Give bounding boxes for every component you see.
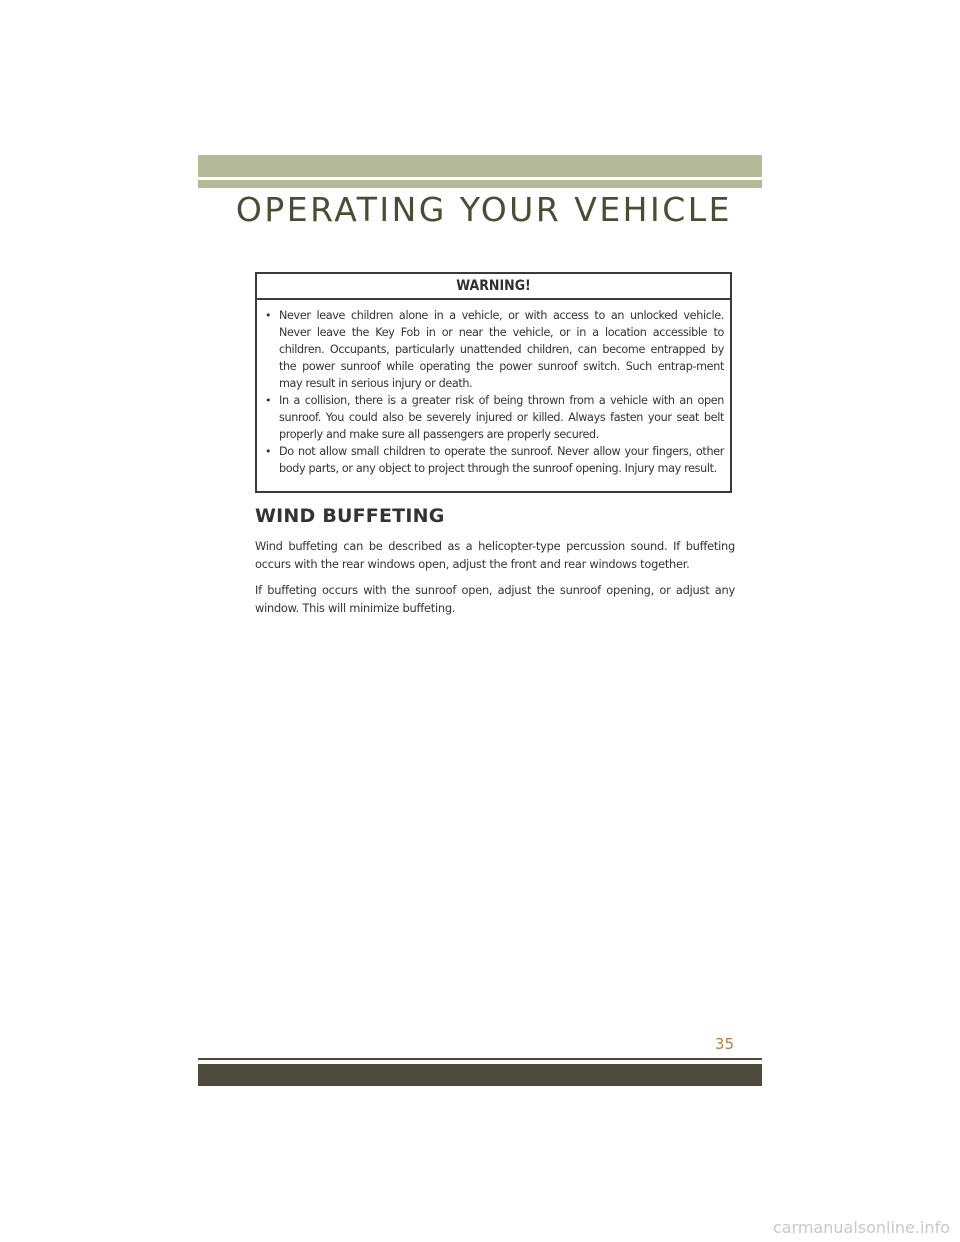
warning-item-text: Do not allow small children to operate the sunroof. Never allow your fingers, other body parts, or any object to project through the sunroof opening. Injury may result.: [279, 445, 724, 475]
section-title: OPERATING YOUR VEHICLE: [235, 190, 732, 229]
warning-item: [265, 392, 724, 443]
section-heading: WIND BUFFETING: [255, 505, 445, 527]
warning-item: [265, 307, 724, 392]
warning-item-text: In a collision, there is a greater risk of being thrown from a vehicle with an open sunroof. You could also be severely injured or killed. Always fasten your seat belt properly and make sure all passengers are properly secured.: [279, 394, 724, 441]
warning-list: [257, 300, 730, 477]
watermark: carmanualsonline.info: [772, 1218, 950, 1237]
page-number: 35: [714, 1035, 734, 1053]
header-rule: [198, 180, 762, 188]
body-paragraph: If buffeting occurs with the sunroof open, adjust the sunroof opening, or adjust any window. This will minimize buffeting.: [255, 583, 735, 615]
body-paragraph: Wind buffeting can be described as a helicopter-type percussion sound. If buffeting occurs with the rear windows open, adjust the front and rear windows together.: [255, 539, 735, 571]
bullet-icon: •: [265, 394, 272, 407]
warning-item-text: Never leave children alone in a vehicle, or with access to an unlocked vehicle. Never leave the Key Fob in or near the vehicle, or in a location accessible to children. Occupants, particularly unattended children, can become entrapped by the power sunroof while operating the power sunroof switch. Such entrap-ment may result in serious injury or death.: [279, 309, 724, 390]
warning-title: WARNING!: [257, 274, 730, 300]
bullet-icon: •: [265, 309, 272, 322]
header-band: [198, 155, 762, 177]
warning-item: [265, 443, 724, 477]
footer-rule: [198, 1058, 762, 1060]
footer-band: [198, 1064, 762, 1086]
warning-box: [255, 272, 732, 493]
bullet-icon: •: [265, 445, 272, 458]
